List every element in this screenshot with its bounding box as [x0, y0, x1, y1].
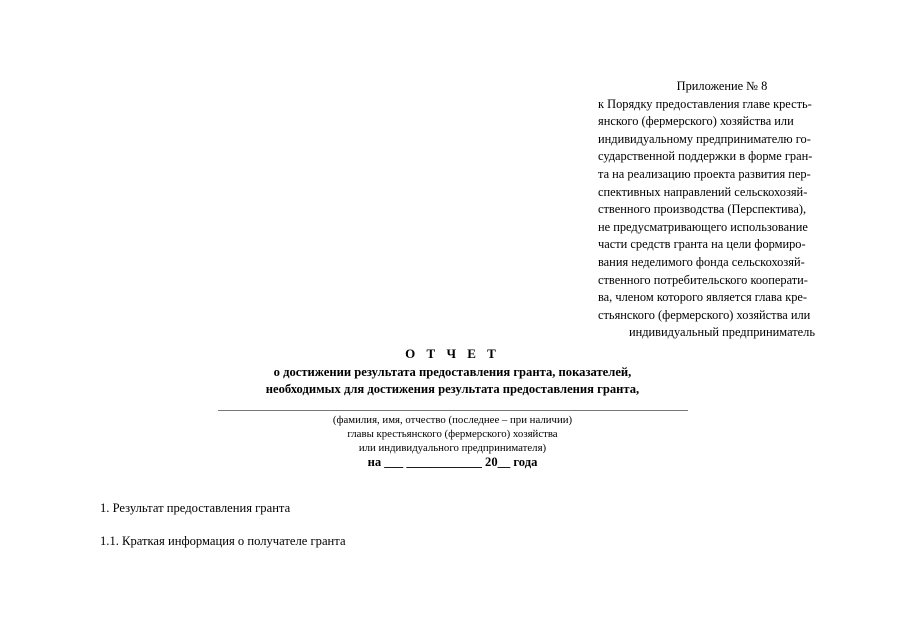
appendix-line: ственного потребительского кооперати- [598, 272, 808, 287]
appendix-title: Приложение № 8 [676, 79, 768, 93]
appendix-line: та на реализацию проекта развития пер- [598, 166, 811, 181]
report-subtitle-line-2: необходимых для достижения результата предоставления гранта, [265, 382, 640, 396]
report-title: О Т Ч Е Т [405, 346, 500, 361]
recipient-caption-line-3: или индивидуального предпринимателя) [358, 442, 547, 454]
appendix-line: части средств гранта на цели формиро- [598, 237, 806, 252]
appendix-line: янского (фермерского) хозяйства или [598, 114, 794, 129]
appendix-line: спективных направлений сельскохозяй- [598, 184, 808, 199]
report-date-line: на ___ ____________ 20__ года [367, 455, 538, 469]
appendix-line: не предусматривающего использование [598, 219, 808, 234]
appendix-line: ственного производства (Перспектива), [598, 202, 807, 217]
appendix-line: к Порядку предоставления главе кресть- [598, 96, 812, 111]
report-subtitle-line-1: о достижении результата предоставления гранта, показателей, [273, 365, 632, 379]
report-subtitle [0, 364, 905, 398]
recipient-caption-line-2: главы крестьянского (фермерского) хозяйства [347, 428, 558, 440]
appendix-note [598, 78, 846, 342]
recipient-caption [0, 413, 905, 455]
appendix-last-line: индивидуальный предприниматель [628, 325, 815, 340]
recipient-name-underline [218, 410, 688, 411]
appendix-line: вания неделимого фонда сельскохозяй- [598, 254, 805, 269]
section-heading-1: 1. Результат предоставления гранта [100, 501, 291, 515]
recipient-caption-line-1: (фамилия, имя, отчество (последнее – при наличии) [332, 414, 573, 426]
appendix-line: ва, членом которого является глава кре- [598, 290, 808, 305]
appendix-line: сударственной поддержки в форме гран- [598, 149, 813, 164]
section-heading-1-1: 1.1. Краткая информация о получателе гранта [100, 534, 346, 548]
appendix-line: индивидуальному предпринимателю го- [598, 131, 811, 146]
appendix-line: стьянского (фермерского) хозяйства или [598, 307, 811, 322]
